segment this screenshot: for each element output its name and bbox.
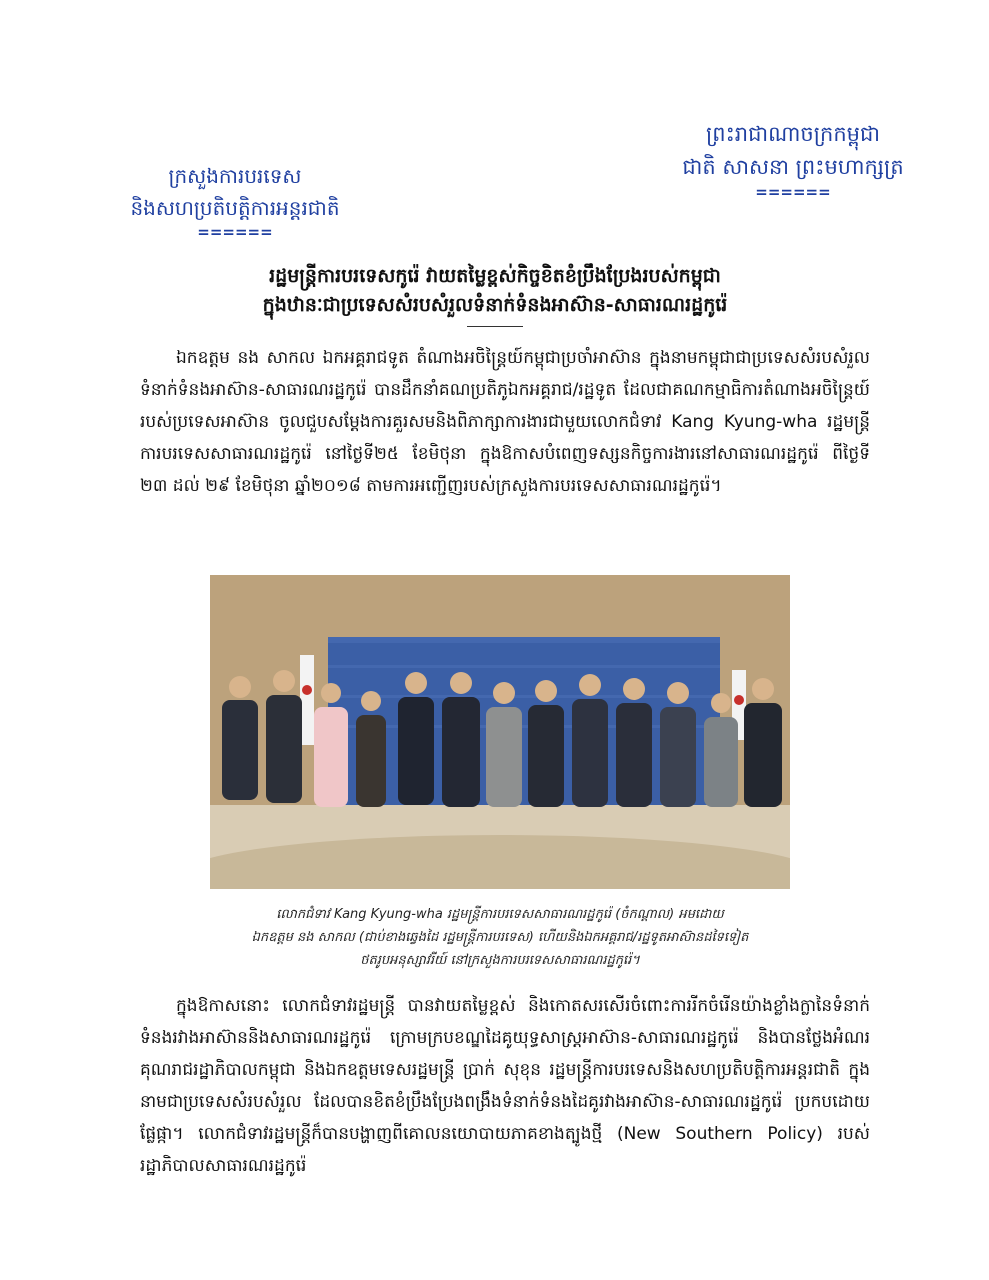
- ministry-name: ក្រសួងការបរទេស: [168, 164, 302, 188]
- caption-line-2: ឯកឧត្តម នង សាកល (ជាប់ខាងឆ្វេងដៃ រដ្ឋមន្ត្រីការបរទេស) ហើយនិងឯកអគ្គរាជ/រដ្ឋទូតអាស៊ានដទៃទៀត: [251, 930, 749, 945]
- body-paragraph-2: ក្នុងឱកាសនោះ លោកជំទាវរដ្ឋមន្ត្រី បានវាយតម្លៃខ្ពស់ និងកោតសរសើរចំពោះការរីកចំរើនយ៉ាងខ្លាំងក្លានៃទំនាក់ទំនងរវាងអាស៊ាននិងសាធារណរដ្ឋកូរ៉េ ក្រោមក្របខណ្ឌដៃគូយុទ្ធសាស្ត្រអាស៊ាន-សាធារណរដ្ឋកូរ៉េ និងបានថ្លែងអំណរគុណរាជរដ្ឋាភិបាលកម្ពុជា និងឯកឧត្តមទេសរដ្ឋមន្ត្រី ប្រាក់ សុខុន រដ្ឋមន្ត្រីការបរទេសនិងសហប្រតិបត្តិការអន្តរជាតិ ក្នុងនាមជាប្រទេសសំរបសំរួល ដែលបានខិតខំប្រឹងប្រែងពង្រឹងទំនាក់ទំនងដៃគូរវាងអាស៊ាន-សាធារណរដ្ឋកូរ៉េ ប្រកបដោយផ្លែផ្កា។ លោកជំទាវរដ្ឋមន្ត្រីក៏បានបង្ហាញពីគោលនយោបាយភាគខាងត្បូងថ្មី (New Southern Policy) របស់រដ្ឋាភិបាលសាធារណរដ្ឋកូរ៉េ: [140, 996, 870, 1176]
- kingdom-header: [663, 118, 923, 200]
- group-photo-icon: [210, 575, 790, 889]
- kingdom-name: ព្រះរាជាណាចក្រកម្ពុជា: [705, 122, 880, 146]
- title-underline: [467, 326, 523, 327]
- body-paragraph-1: ឯកឧត្តម នង សាកល ឯកអគ្គរាជទូត តំណាងអចិន្ត្រៃយ៍កម្ពុជាប្រចាំអាស៊ាន ក្នុងនាមកម្ពុជាជាប្រទេសសំរបសំរួលទំនាក់ទំនងអាស៊ាន-សាធារណរដ្ឋកូរ៉េ បានដឹកនាំគណប្រតិភូឯកអគ្គរាជ/រដ្ឋទូត ដែលជាគណកម្មាធិការតំណាងអចិន្ត្រៃយ៍របស់ប្រទេសអាស៊ាន ចូលជួបសម្តែងការគួរសមនិងពិភាក្សាការងារជាមួយលោកជំទាវ Kang Kyung-wha រដ្ឋមន្ត្រីការបរទេសសាធារណរដ្ឋកូរ៉េ នៅថ្ងៃទី២៥ ខែមិថុនា ក្នុងឱកាសបំពេញទស្សនកិច្ចការងារនៅសាធារណរដ្ឋកូរ៉េ ពីថ្ងៃទី ២៣ ដល់ ២៩ ខែមិថុនា ឆ្នាំ២០១៨ តាមការអញ្ជើញរបស់ក្រសួងការបរទេសសាធារណរដ្ឋកូរ៉េ។: [140, 348, 870, 496]
- header-right-divider: ======: [755, 183, 831, 201]
- caption-line-3: ថតរូបអនុស្សាវរីយ៍ នៅក្រសួងការបរទេសសាធារណរដ្ឋកូរ៉េ។: [360, 953, 640, 968]
- ministry-name-cont: និងសហប្រតិបត្តិការអន្តរជាតិ: [130, 196, 340, 220]
- title-line-2: ក្នុងឋានៈជាប្រទេសសំរបសំរួលទំនាក់ទំនងអាស៊ាន-សាធារណរដ្ឋកូរ៉េ: [262, 294, 728, 316]
- group-photo: [210, 575, 790, 889]
- national-motto: ជាតិ សាសនា ព្រះមហាក្សត្រ: [682, 155, 904, 179]
- caption-line-1: លោកជំទាវ Kang Kyung-wha រដ្ឋមន្ត្រីការបរទេសសាធារណរដ្ឋកូរ៉េ (ចំកណ្តាល) អមដោយ: [276, 907, 724, 922]
- page-title: [150, 262, 840, 320]
- photo-caption: [180, 903, 820, 972]
- ministry-header: [100, 160, 370, 240]
- title-line-1: រដ្ឋមន្ត្រីការបរទេសកូរ៉េ វាយតម្លៃខ្ពស់កិច្ចខិតខំប្រឹងប្រែងរបស់កម្ពុជា: [269, 265, 721, 287]
- header-left-divider: ======: [197, 223, 273, 241]
